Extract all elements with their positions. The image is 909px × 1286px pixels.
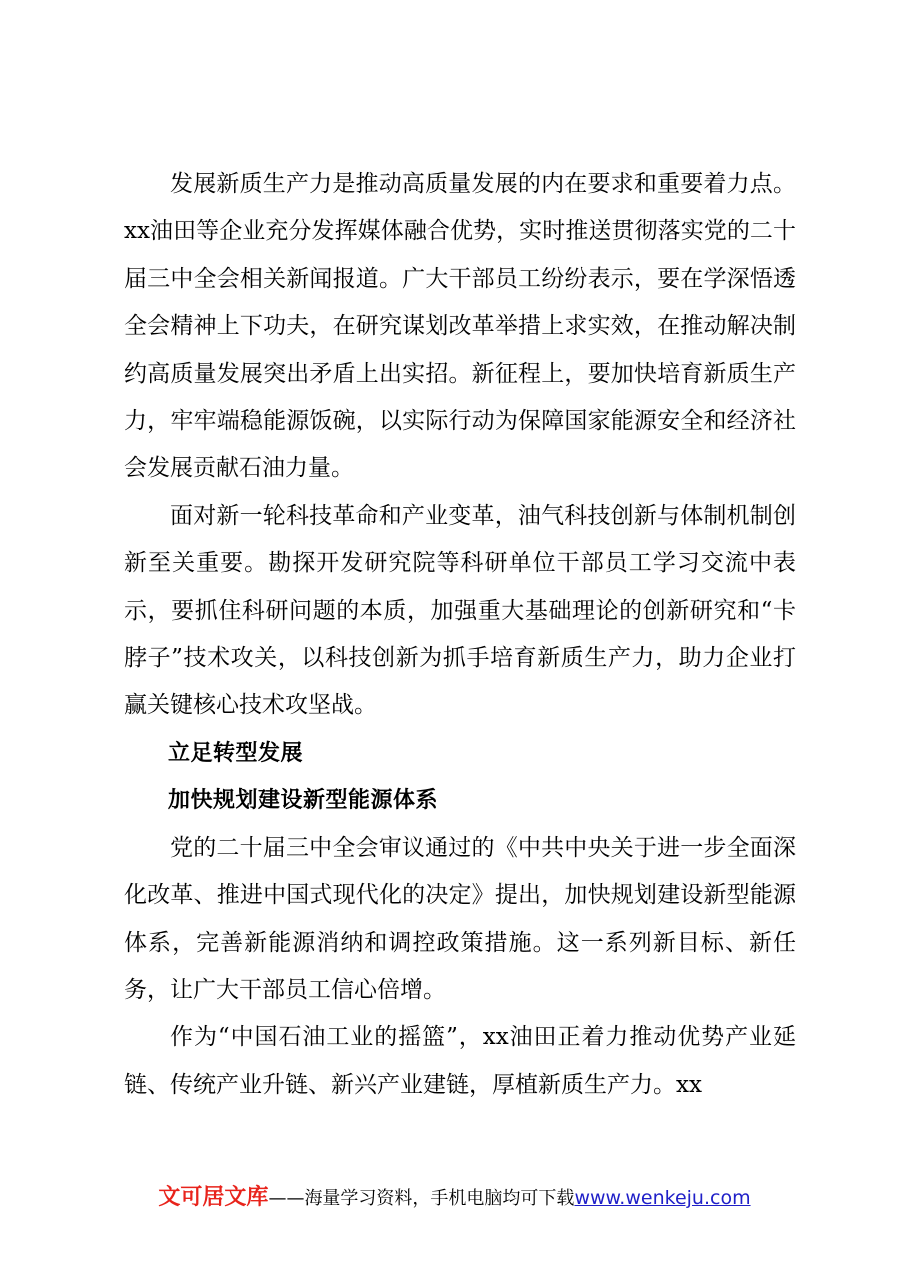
- paragraph: 面对新一轮科技革命和产业变革，油气科技创新与体制机制创新至关重要。勘探开发研究院等科研单位干部员工学习交流中表示，要抓住科研问题的本质，加强重大基础理论的创新研究和“卡脖子”技术攻关，以科技创新为抓手培育新质生产力，助力企业打赢关键核心技术攻坚战。: [124, 502, 796, 719]
- section-subheading: 加快规划建设新型能源体系: [168, 788, 439, 814]
- footer-link[interactable]: www.wenkeju.com: [574, 1187, 751, 1209]
- footer-brand: 文可居文库: [158, 1185, 269, 1210]
- paragraph: 作为“中国石油工业的摇篮”，xx油田正着力推动优势产业延链、传统产业升链、新兴产业建链，厚植新质生产力。xx: [124, 1024, 796, 1098]
- footer-banner: [0, 1180, 909, 1211]
- section-heading: 立足转型发展: [168, 740, 304, 766]
- paragraph: 党的二十届三中全会审议通过的《中共中央关于进一步全面深化改革、推进中国式现代化的决定》提出，加快规划建设新型能源体系，完善新能源消纳和调控政策措施。这一系列新目标、新任务，让广大干部员工信心倍增。: [124, 834, 796, 1003]
- document-body: [124, 161, 796, 1109]
- footer-description: ——海量学习资料，手机电脑均可下载: [268, 1188, 575, 1209]
- paragraph: 发展新质生产力是推动高质量发展的内在要求和重要着力点。xx油田等企业充分发挥媒体融合优势，实时推送贯彻落实党的二十届三中全会相关新闻报道。广大干部员工纷纷表示，要在学深悟透全会精神上下功夫，在研究谋划改革举措上求实效，在推动解决制约高质量发展突出矛盾上出实招。新征程上，要加快培育新质生产力，牢牢端稳能源饭碗，以实际行动为保障国家能源安全和经济社会发展贡献石油力量。: [124, 171, 796, 482]
